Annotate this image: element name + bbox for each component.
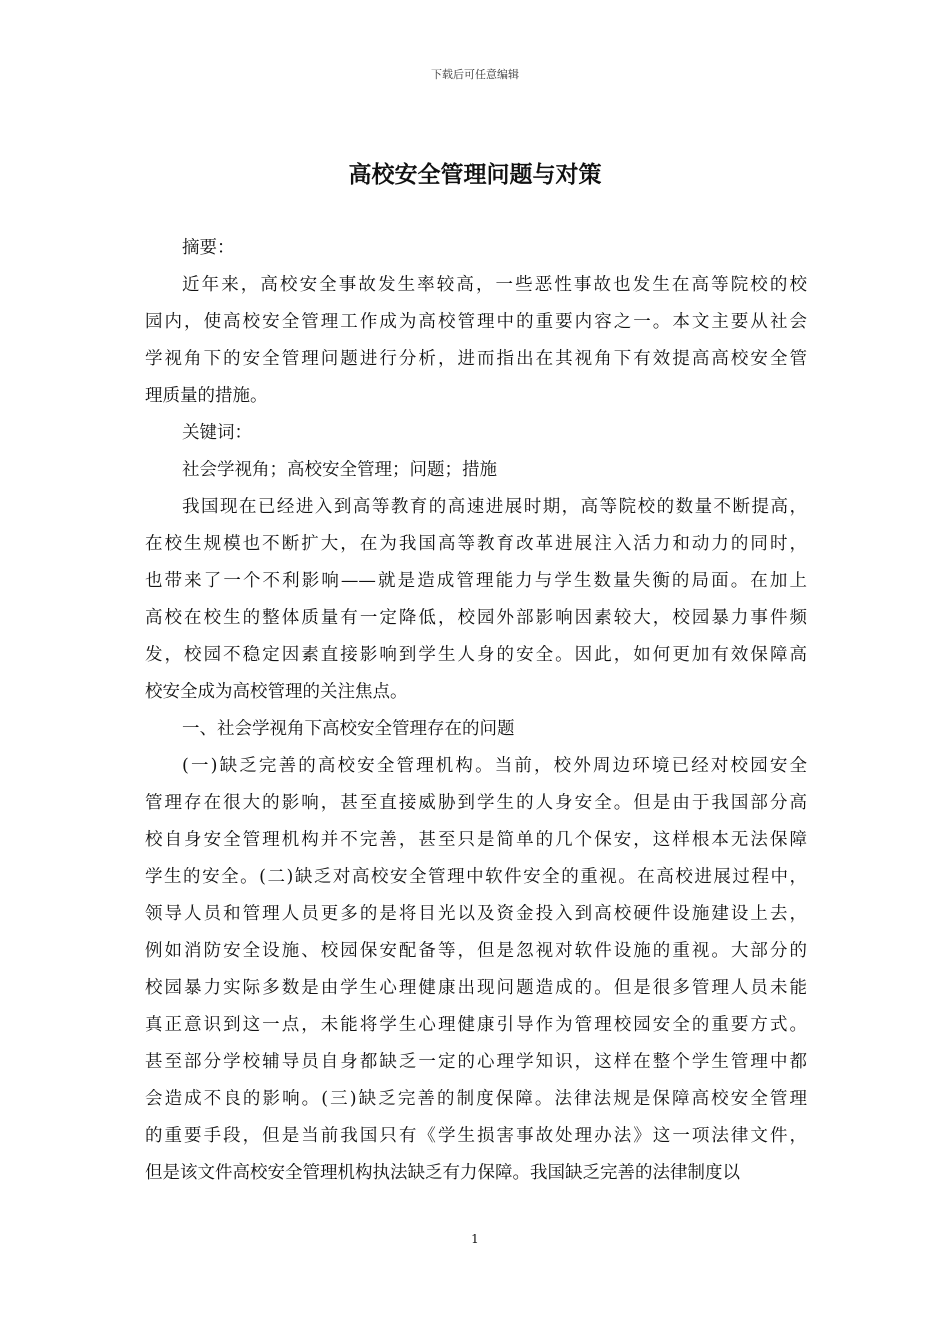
document-title: 高校安全管理问题与对策: [348, 161, 602, 188]
page-header: 下载后可任意编辑: [431, 68, 519, 81]
text-line: 理质量的措施。: [145, 386, 268, 406]
text-line: 在校生规模也不断扩大，在为我国高等教育改革进展注入活力和动力的同时，: [145, 534, 807, 554]
text-line: 学生的安全。(二)缺乏对高校安全管理中软件安全的重视。在高校进展过程中，: [145, 867, 807, 887]
page-number: 1: [471, 1232, 479, 1246]
text-line: 我国现在已经进入到高等教育的高速进展时期，高等院校的数量不断提高，: [182, 497, 807, 517]
text-line: 管理存在很大的影响，甚至直接威胁到学生的人身安全。但是由于我国部分高: [145, 793, 807, 813]
text-line: 学视角下的安全管理问题进行分析，进而指出在其视角下有效提高高校安全管: [145, 349, 807, 369]
text-line: 甚至部分学校辅导员自身都缺乏一定的心理学知识，这样在整个学生管理中都: [145, 1052, 807, 1072]
document-body: [145, 230, 807, 1192]
text-line: 近年来，高校安全事故发生率较高，一些恶性事故也发生在高等院校的校: [182, 275, 807, 295]
text-line: 发，校园不稳定因素直接影响到学生人身的安全。因此，如何更加有效保障高: [145, 645, 807, 665]
paragraph: [145, 489, 807, 711]
text-line: 园内，使高校安全管理工作成为高校管理中的重要内容之一。本文主要从社会: [145, 312, 807, 332]
text-line: 领导人员和管理人员更多的是将目光以及资金投入到高校硬件设施建设上去，: [145, 904, 807, 924]
text-line: 关键词：: [182, 423, 252, 443]
text-line: 会造成不良的影响。(三)缺乏完善的制度保障。法律法规是保障高校安全管理: [145, 1089, 807, 1109]
paragraph: [145, 415, 807, 452]
text-line: 的重要手段，但是当前我国只有《学生损害事故处理办法》这一项法律文件，: [145, 1126, 807, 1146]
paragraph: [145, 711, 807, 748]
text-line: 社会学视角；高校安全管理；问题；措施: [182, 460, 497, 480]
text-line: (一)缺乏完善的高校安全管理机构。当前，校外周边环境已经对校园安全: [182, 756, 807, 776]
paragraph: [145, 267, 807, 415]
text-line: 校园暴力实际多数是由学生心理健康出现问题造成的。但是很多管理人员未能: [145, 978, 807, 998]
text-line: 校安全成为高校管理的关注焦点。: [145, 682, 408, 702]
text-line: 真正意识到这一点，未能将学生心理健康引导作为管理校园安全的重要方式。: [145, 1015, 807, 1035]
paragraph: [145, 748, 807, 1192]
text-line: 例如消防安全设施、校园保安配备等，但是忽视对软件设施的重视。大部分的: [145, 941, 807, 961]
text-line: 但是该文件高校安全管理机构执法缺乏有力保障。我国缺乏完善的法律制度以: [145, 1163, 740, 1183]
paragraph: [145, 230, 807, 267]
text-line: 摘要：: [182, 238, 235, 258]
paragraph: [145, 452, 807, 489]
text-line: 也带来了一个不利影响——就是造成管理能力与学生数量失衡的局面。在加上: [145, 571, 807, 591]
text-line: 高校在校生的整体质量有一定降低，校园外部影响因素较大，校园暴力事件频: [145, 608, 807, 628]
text-line: 校自身安全管理机构并不完善，甚至只是简单的几个保安，这样根本无法保障: [145, 830, 807, 850]
text-line: 一、社会学视角下高校安全管理存在的问题: [182, 719, 515, 739]
